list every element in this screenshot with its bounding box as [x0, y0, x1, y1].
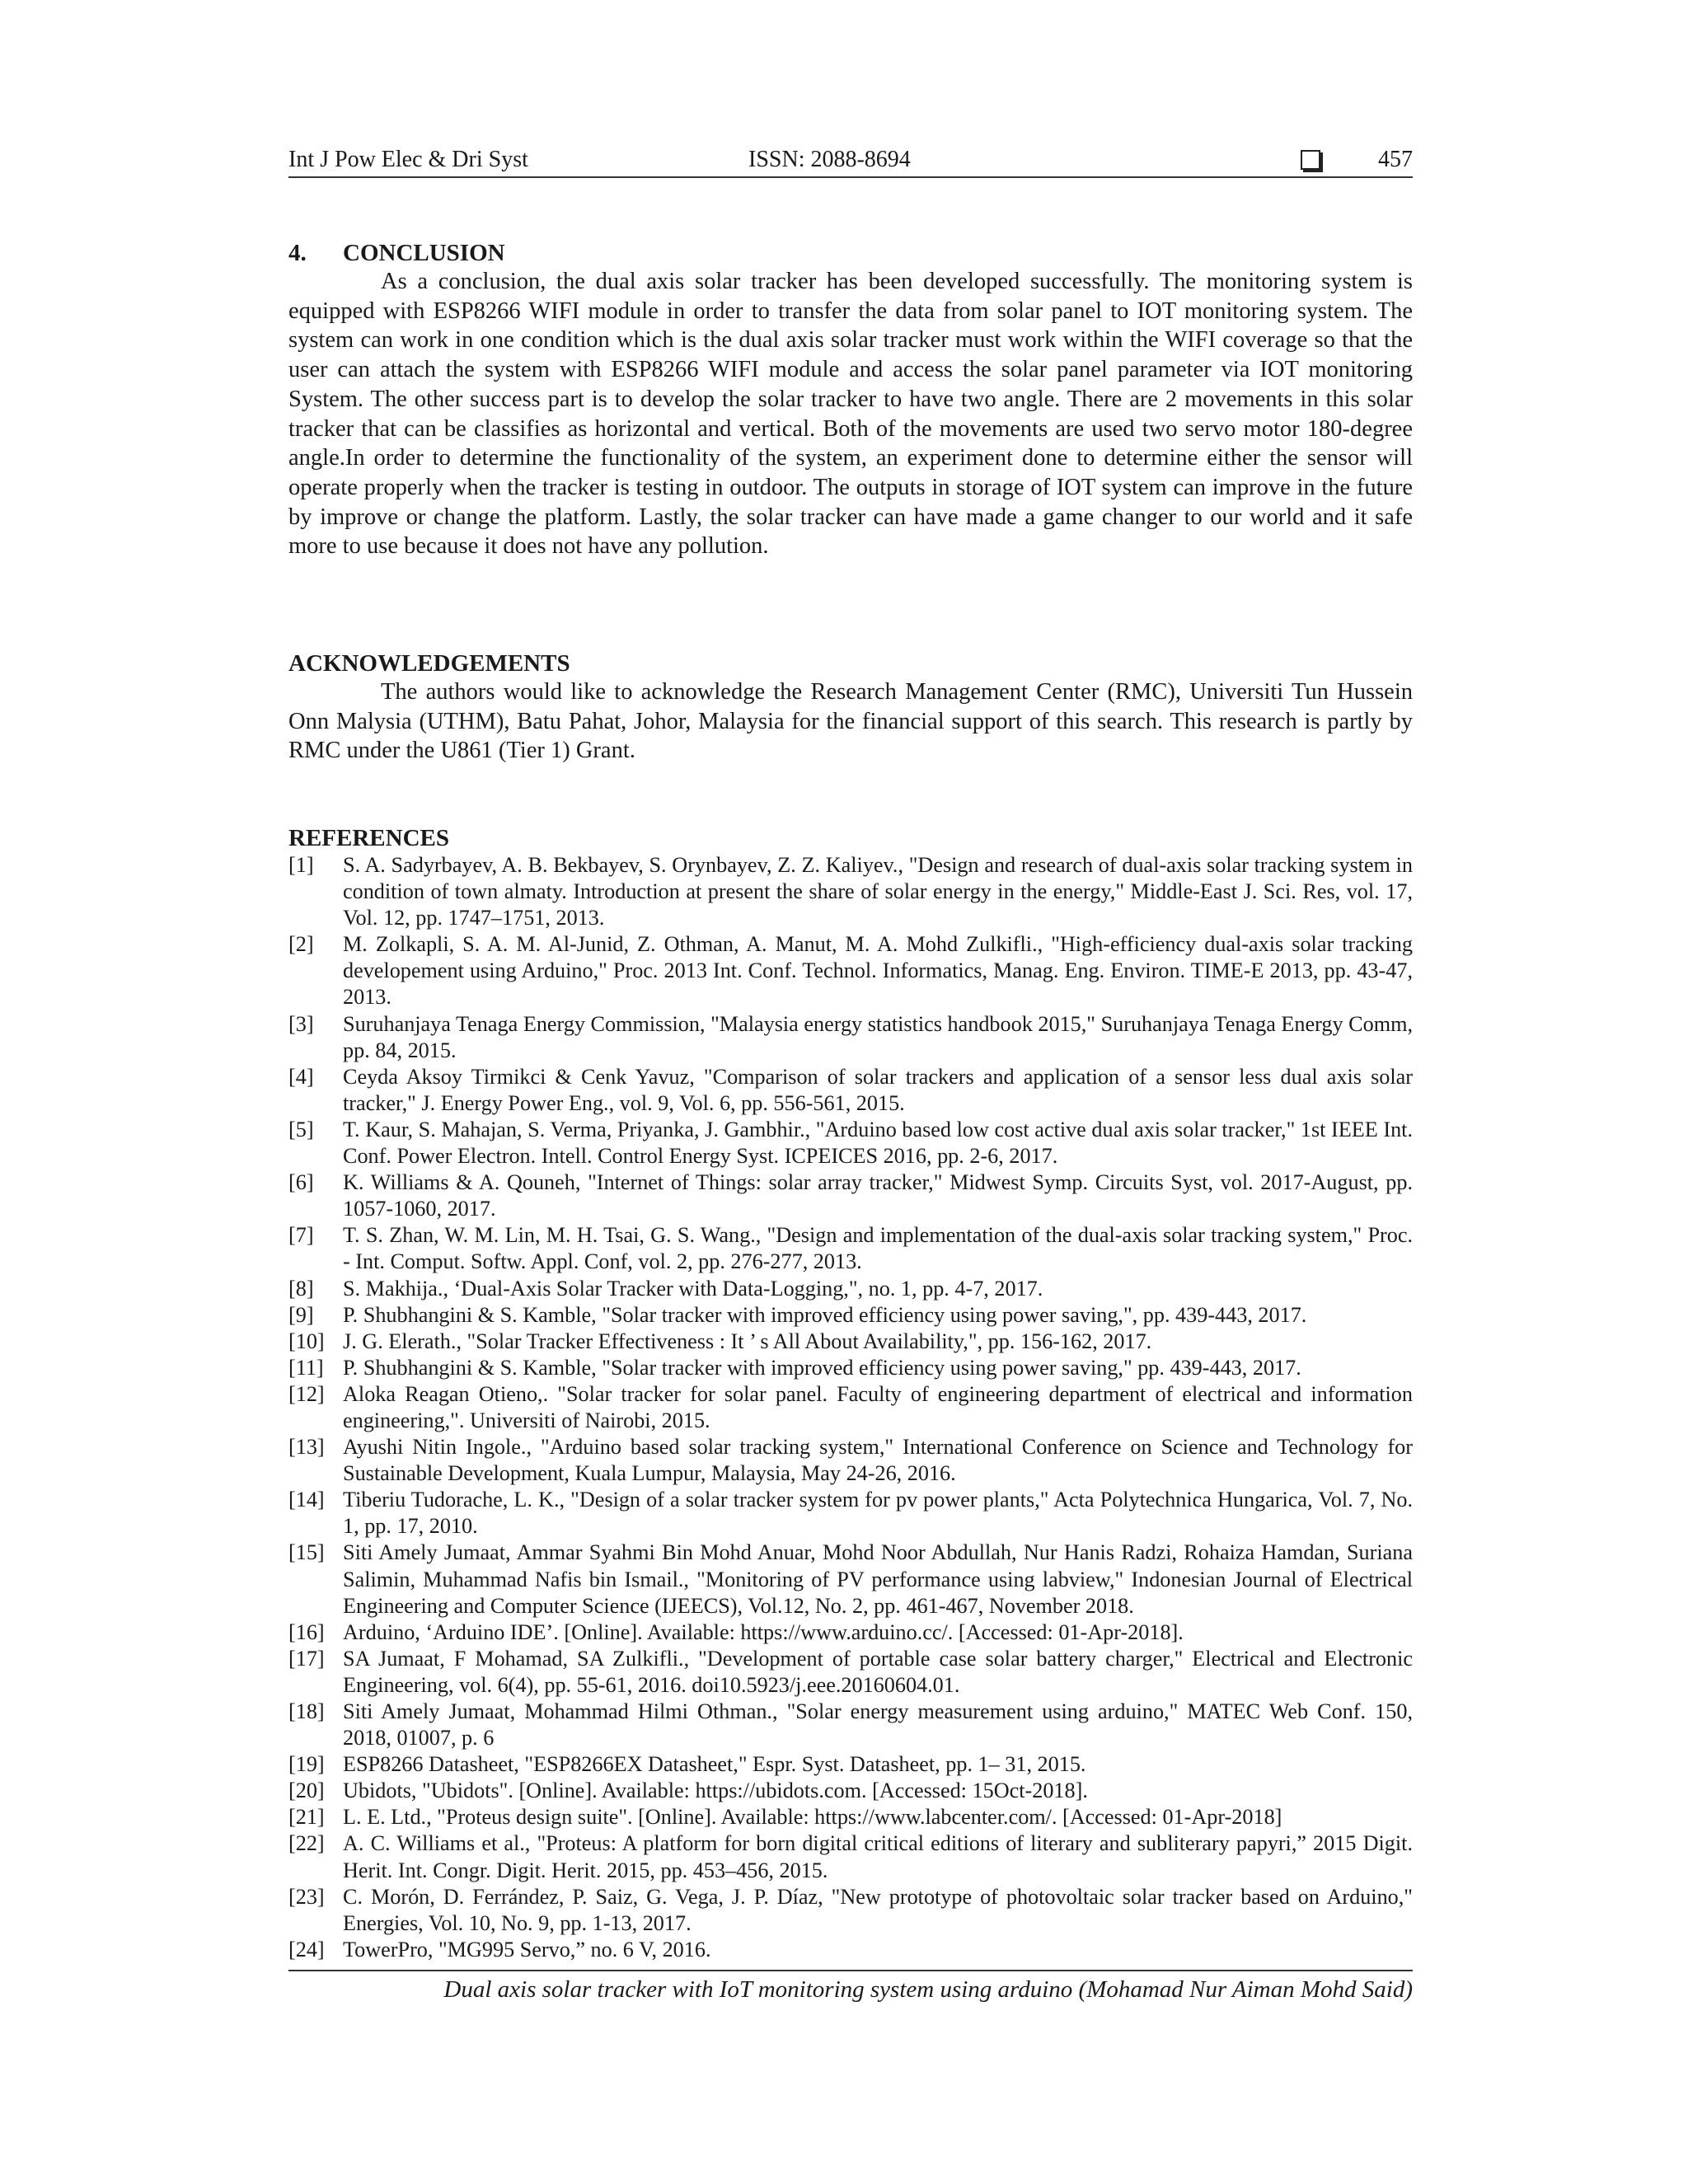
reference-item [288, 1434, 1413, 1487]
reference-number: [18] [288, 1699, 325, 1723]
reference-text: L. E. Ltd., "Proteus design suite". [Online]. Available: https://www.labcenter.com/. [Accessed: 01-Apr-2018] [343, 1805, 1282, 1830]
reference-item [288, 1540, 1413, 1619]
reference-list [288, 852, 1413, 1963]
reference-text: P. Shubhangini & S. Kamble, "Solar tracker with improved efficiency using power saving,", pp. 439-443, 2017. [343, 1302, 1307, 1327]
reference-number: [21] [288, 1805, 325, 1830]
reference-number: [17] [288, 1646, 325, 1671]
checkbox-square-icon [1301, 150, 1320, 170]
reference-text: Aloka Reagan Otieno,. "Solar tracker for solar panel. Faculty of engineering department of electrical and information engineering,". Universiti of Nairobi, 2015. [343, 1381, 1413, 1432]
reference-number: [20] [288, 1779, 325, 1803]
reference-text: T. Kaur, S. Mahajan, S. Verma, Priyanka, J. Gambhir., "Arduino based low cost active dual axis solar tracker," 1st IEEE Int. Conf. Power Electron. Intell. Control Energy Syst. ICPEICES 2016, pp. 2-6, 2017. [343, 1117, 1413, 1169]
page-number: 457 [1378, 147, 1413, 172]
references-section [288, 824, 1413, 1963]
reference-item [288, 1169, 1413, 1222]
reference-text: Ceyda Aksoy Tirmikci & Cenk Yavuz, "Comparison of solar trackers and application of a sensor less dual axis solar tracker," J. Energy Power Eng., vol. 9, Vol. 6, pp. 556-561, 2015. [343, 1064, 1413, 1115]
reference-item [288, 1222, 1413, 1275]
section-title: CONCLUSION [343, 240, 505, 266]
reference-item [288, 1117, 1413, 1169]
reference-number: [10] [288, 1329, 325, 1353]
reference-text: M. Zolkapli, S. A. M. Al-Junid, Z. Othman, A. Manut, M. A. Mohd Zulkifli., "High-efficiency dual-axis solar tracking developement using Arduino," Proc. 2013 Int. Conf. Technol. Informatics, Manag. Eng. Environ. TIME-E 2013, pp. 43-47, 2013. [343, 932, 1413, 1010]
reference-item [288, 1778, 1413, 1804]
reference-number: [7] [288, 1223, 314, 1248]
reference-item [288, 852, 1413, 931]
reference-item [288, 1302, 1413, 1329]
reference-item [288, 1751, 1413, 1778]
reference-text: Siti Amely Jumaat, Ammar Syahmi Bin Mohd Anuar, Mohd Noor Abdullah, Nur Hanis Radzi, Rohaiza Hamdan, Suriana Salimin, Muhammad Nafis bin Ismail., "Monitoring of PV performance using labview," Indonesian Journal of Electrical Engineering and Computer Science (IJEECS), Vol.12, No. 2, pp. 461-467, November 2018. [343, 1540, 1413, 1618]
reference-number: [13] [288, 1435, 325, 1460]
acknowledgements-section [288, 649, 1413, 766]
issn: ISSN: 2088-8694 [748, 147, 911, 172]
section-number: 4. [288, 240, 307, 266]
reference-text: TowerPro, "MG995 Servo,” no. 6 V, 2016. [343, 1937, 711, 1961]
reference-number: [4] [288, 1064, 314, 1089]
reference-number: [6] [288, 1170, 314, 1195]
reference-text: C. Morón, D. Ferrández, P. Saiz, G. Vega, J. P. Díaz, "New prototype of photovoltaic solar tracker based on Arduino," Energies, Vol. 10, No. 9, pp. 1-13, 2017. [343, 1884, 1413, 1935]
reference-number: [3] [288, 1011, 314, 1036]
reference-text: Ubidots, "Ubidots". [Online]. Available: https://ubidots.com. [Accessed: 15Oct-2018]. [343, 1779, 1088, 1803]
reference-item [288, 1381, 1413, 1434]
conclusion-paragraph: As a conclusion, the dual axis solar tracker has been developed successfully. The monitoring system is equipped with ESP8266 WIFI module in order to transfer the data from solar panel to IOT monitoring system. The system can work in one condition which is the dual axis solar tracker must work within the WIFI coverage so that the user can attach the system with ESP8266 WIFI module and access the solar panel parameter via IOT monitoring System. The other success part is to develop the solar tracker to have two angle. There are 2 movements in this solar tracker that can be classifies as horizontal and vertical. Both of the movements are used two servo motor 180-degree angle.In order to determine the functionality of the system, an experiment done to determine either the sensor will operate properly when the tracker is testing in outdoor. The outputs in storage of IOT system can improve in the future by improve or change the platform. Lastly, the solar tracker can have made a game changer to our world and it safe more to use because it does not have any pollution. [288, 269, 1413, 560]
reference-text: Suruhanjaya Tenaga Energy Commission, "Malaysia energy statistics handbook 2015," Suruhanjaya Tenaga Energy Comm, pp. 84, 2015. [343, 1011, 1413, 1062]
references-heading: REFERENCES [288, 825, 449, 851]
reference-item [288, 1329, 1413, 1355]
reference-item [288, 1804, 1413, 1830]
reference-item [288, 1884, 1413, 1937]
reference-item [288, 1937, 1413, 1963]
reference-text: SA Jumaat, F Mohamad, SA Zulkifli., "Development of portable case solar battery charger," Electrical and Electronic Engineering, vol. 6(4), pp. 55-61, 2016. doi10.5923/j.eee.20160604.01. [343, 1646, 1413, 1697]
reference-text: ESP8266 Datasheet, "ESP8266EX Datasheet," Espr. Syst. Datasheet, pp. 1– 31, 2015. [343, 1752, 1086, 1777]
reference-item [288, 931, 1413, 1010]
running-footer: Dual axis solar tracker with IoT monitoring system using arduino (Mohamad Nur Aiman Mohd Said) [288, 1970, 1413, 2004]
journal-name: Int J Pow Elec & Dri Syst [288, 147, 528, 172]
reference-text: J. G. Elerath., "Solar Tracker Effectiveness : It ’ s All About Availability,", pp. 156-162, 2017. [343, 1329, 1152, 1353]
reference-number: [14] [288, 1488, 325, 1512]
reference-item [288, 1064, 1413, 1117]
acknowledgements-heading: ACKNOWLEDGEMENTS [288, 650, 570, 677]
reference-item [288, 1487, 1413, 1540]
reference-item [288, 1830, 1413, 1883]
reference-item [288, 1276, 1413, 1302]
reference-item [288, 1355, 1413, 1381]
reference-number: [12] [288, 1381, 325, 1406]
reference-item [288, 1619, 1413, 1646]
reference-text: P. Shubhangini & S. Kamble, "Solar tracker with improved efficiency using power saving," pp. 439-443, 2017. [343, 1355, 1301, 1380]
reference-item [288, 1646, 1413, 1699]
reference-text: K. Williams & A. Qouneh, "Internet of Things: solar array tracker," Midwest Symp. Circuits Syst, vol. 2017-August, pp. 1057-1060, 2017. [343, 1170, 1413, 1221]
reference-number: [24] [288, 1937, 325, 1961]
reference-number: [15] [288, 1540, 325, 1565]
reference-number: [11] [288, 1355, 324, 1380]
reference-item [288, 1011, 1413, 1064]
running-header [288, 147, 1413, 178]
reference-number: [5] [288, 1117, 314, 1141]
reference-text: S. A. Sadyrbayev, A. B. Bekbayev, S. Orynbayev, Z. Z. Kaliyev., "Design and research of dual-axis solar tracking system in condition of town almaty. Introduction at present the share of solar energy in the energy," Middle-East J. Sci. Res, vol. 17, Vol. 12, pp. 1747–1751, 2013. [343, 853, 1413, 930]
conclusion-heading [288, 239, 1413, 267]
reference-text: Arduino, ‘Arduino IDE’. [Online]. Available: https://www.arduino.cc/. [Accessed: 01-Apr-2018]. [343, 1619, 1184, 1644]
reference-number: [9] [288, 1302, 314, 1327]
reference-number: [1] [288, 853, 314, 877]
reference-item [288, 1699, 1413, 1751]
reference-text: Tiberiu Tudorache, L. K., "Design of a solar tracker system for pv power plants," Acta Polytechnica Hungarica, Vol. 7, No. 1, pp. 17, 2010. [343, 1488, 1413, 1539]
reference-number: [2] [288, 932, 314, 957]
reference-number: [22] [288, 1831, 325, 1856]
reference-text: Siti Amely Jumaat, Mohammad Hilmi Othman., "Solar energy measurement using arduino," MATEC Web Conf. 150, 2018, 01007, p. 6 [343, 1699, 1413, 1750]
reference-number: [8] [288, 1276, 314, 1301]
reference-number: [16] [288, 1619, 325, 1644]
reference-text: A. C. Williams et al., "Proteus: A platform for born digital critical editions of literary and subliterary papyri,” 2015 Digit. Herit. Int. Congr. Digit. Herit. 2015, pp. 453–456, 2015. [343, 1831, 1413, 1882]
reference-text: S. Makhija., ‘Dual-Axis Solar Tracker with Data-Logging,", no. 1, pp. 4-7, 2017. [343, 1276, 1043, 1301]
reference-text: T. S. Zhan, W. M. Lin, M. H. Tsai, G. S. Wang., "Design and implementation of the dual-axis solar tracking system," Proc. - Int. Comput. Softw. Appl. Conf, vol. 2, pp. 276-277, 2013. [343, 1223, 1413, 1274]
acknowledgements-paragraph: The authors would like to acknowledge the Research Management Center (RMC), Universiti Tun Hussein Onn Malysia (UTHM), Batu Pahat, Johor, Malaysia for the financial support of this search. This research is partly by RMC under the U861 (Tier 1) Grant. [288, 679, 1413, 764]
reference-text: Ayushi Nitin Ingole., "Arduino based solar tracking system," International Conference on Science and Technology for Sustainable Development, Kuala Lumpur, Malaysia, May 24-26, 2016. [343, 1435, 1413, 1486]
reference-number: [19] [288, 1752, 325, 1777]
reference-number: [23] [288, 1884, 325, 1909]
conclusion-section [288, 239, 1413, 561]
